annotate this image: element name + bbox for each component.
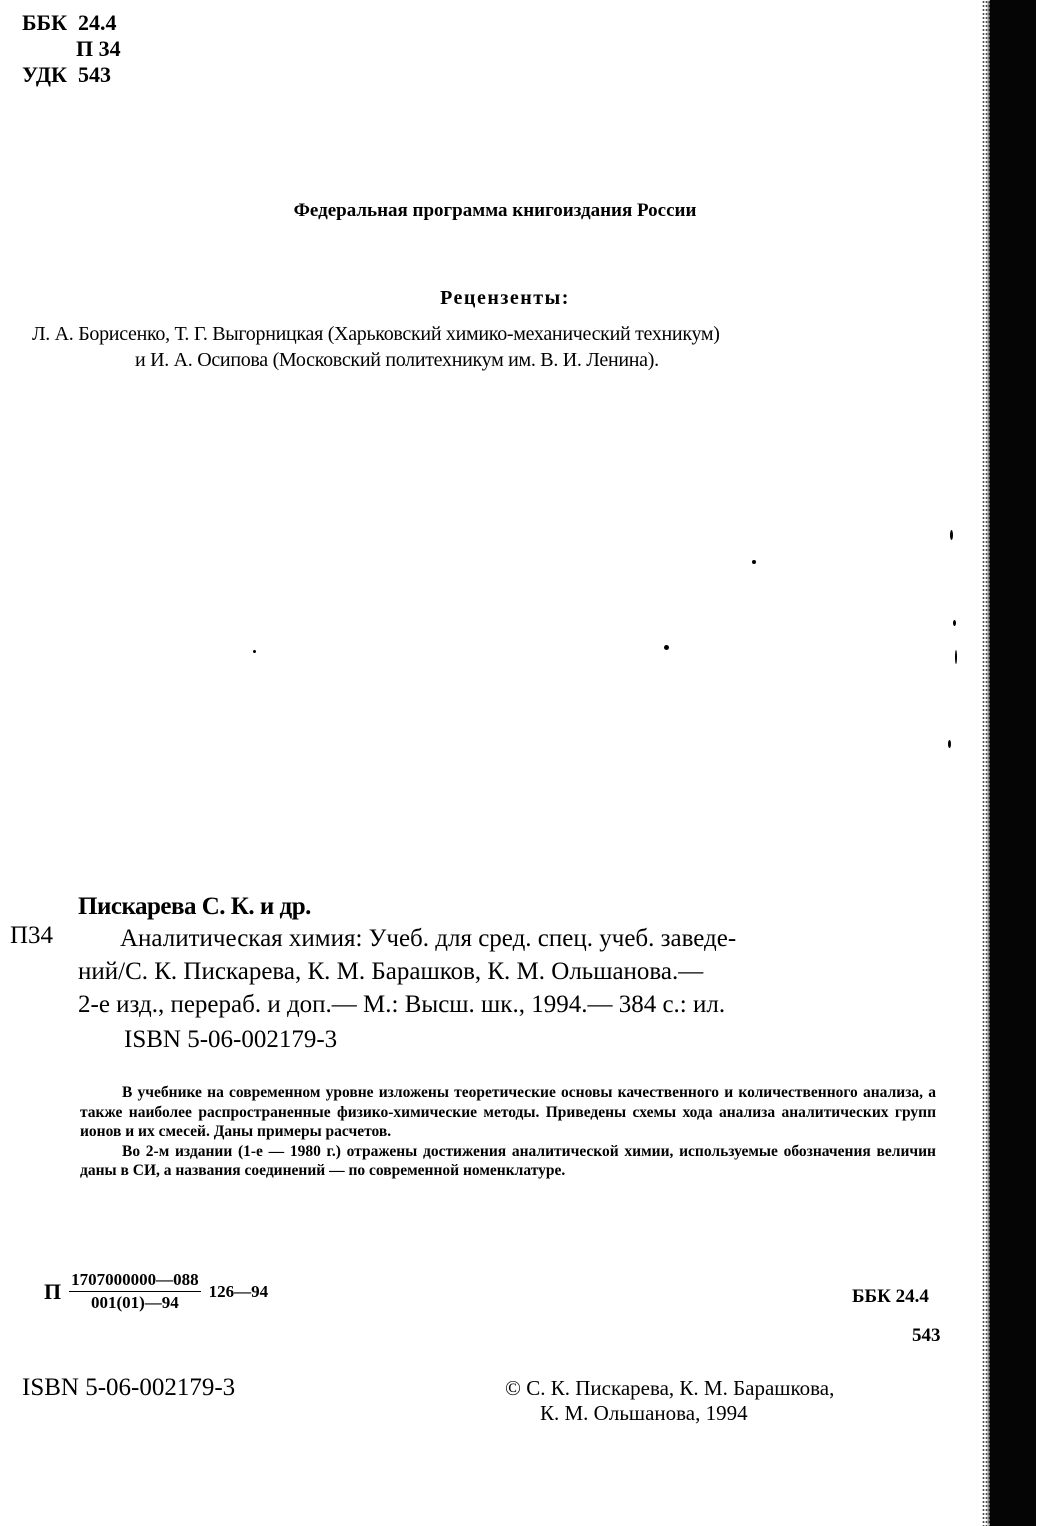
copyright-line: © С. К. Пискарева, К. М. Барашкова,: [505, 1376, 835, 1400]
fraction-denominator: 001(01)—94: [90, 1293, 179, 1312]
scan-speck: [752, 560, 756, 564]
udk-value: 543: [78, 62, 111, 87]
bib-line: Аналитическая химия: Учеб. для сред. спец. учеб. заведе-: [120, 925, 737, 952]
bib-line: ний/С. К. Пискарева, К. М. Барашков, К. М. Ольшанова.—: [78, 958, 704, 985]
copyright-line: К. М. Ольшанова, 1994: [540, 1401, 748, 1425]
reviewers-line: и И. А. Осипова (Московский политехникум им. В. И. Ленина).: [135, 349, 659, 371]
shelf-code: П 34: [76, 36, 121, 61]
annotation: [80, 1083, 936, 1181]
scan-speck: [955, 650, 957, 664]
annotation-paragraph: Во 2-м издании (1-е — 1980 г.) отражены достижения аналитической химии, используемые обозначения величин даны в СИ, а названия соединений — по современной номенклатуре.: [80, 1142, 936, 1179]
publisher-index-suffix: 126—94: [208, 1281, 269, 1301]
author-heading: Пискарева С. К. и др.: [78, 893, 311, 920]
isbn-bottom: ISBN 5-06-002179-3: [22, 1374, 236, 1401]
federal-program-line: Федеральная программа книгоиздания России: [293, 200, 697, 221]
bbk-value: 24.4: [78, 10, 117, 35]
isbn-record: ISBN 5-06-002179-3: [124, 1026, 338, 1053]
catalog-codes: [22, 10, 121, 88]
publisher-index-fraction: [69, 1270, 201, 1313]
fraction-numerator: 1707000000—088: [69, 1270, 201, 1292]
bbk-code-bottom: ББК 24.4: [852, 1286, 929, 1307]
udk-code-bottom: 543: [912, 1325, 941, 1346]
scan-speck: [253, 650, 256, 653]
scan-edge-shadow: [990, 0, 1036, 1526]
scan-speck: [950, 530, 953, 540]
shelf-code-margin: П34: [10, 922, 54, 949]
reviewers-line: Л. А. Борисенко, Т. Г. Выгорницкая (Харьковский химико-механический техникум): [32, 323, 720, 345]
publisher-index-letter: П: [44, 1278, 62, 1304]
reviewers-heading: Рецензенты:: [440, 287, 570, 309]
bbk-label: ББК: [22, 10, 68, 35]
bib-line: 2-е изд., перераб. и доп.— М.: Высш. шк., 1994.— 384 с.: ил.: [78, 991, 726, 1018]
scan-speck: [664, 645, 669, 650]
udk-label: УДК: [22, 62, 68, 87]
annotation-paragraph: В учебнике на современном уровне изложены теоретические основы качественного и количественного анализа, а также наиболее распространенные физико-химические методы. Приведены схемы хода анализа аналитических групп ионов и их смесей. Даны примеры расчетов.: [80, 1084, 936, 1140]
publisher-index: [44, 1270, 268, 1313]
scan-speck: [948, 740, 951, 748]
scan-speck: [953, 620, 956, 626]
bibliographic-description: [78, 922, 958, 1021]
